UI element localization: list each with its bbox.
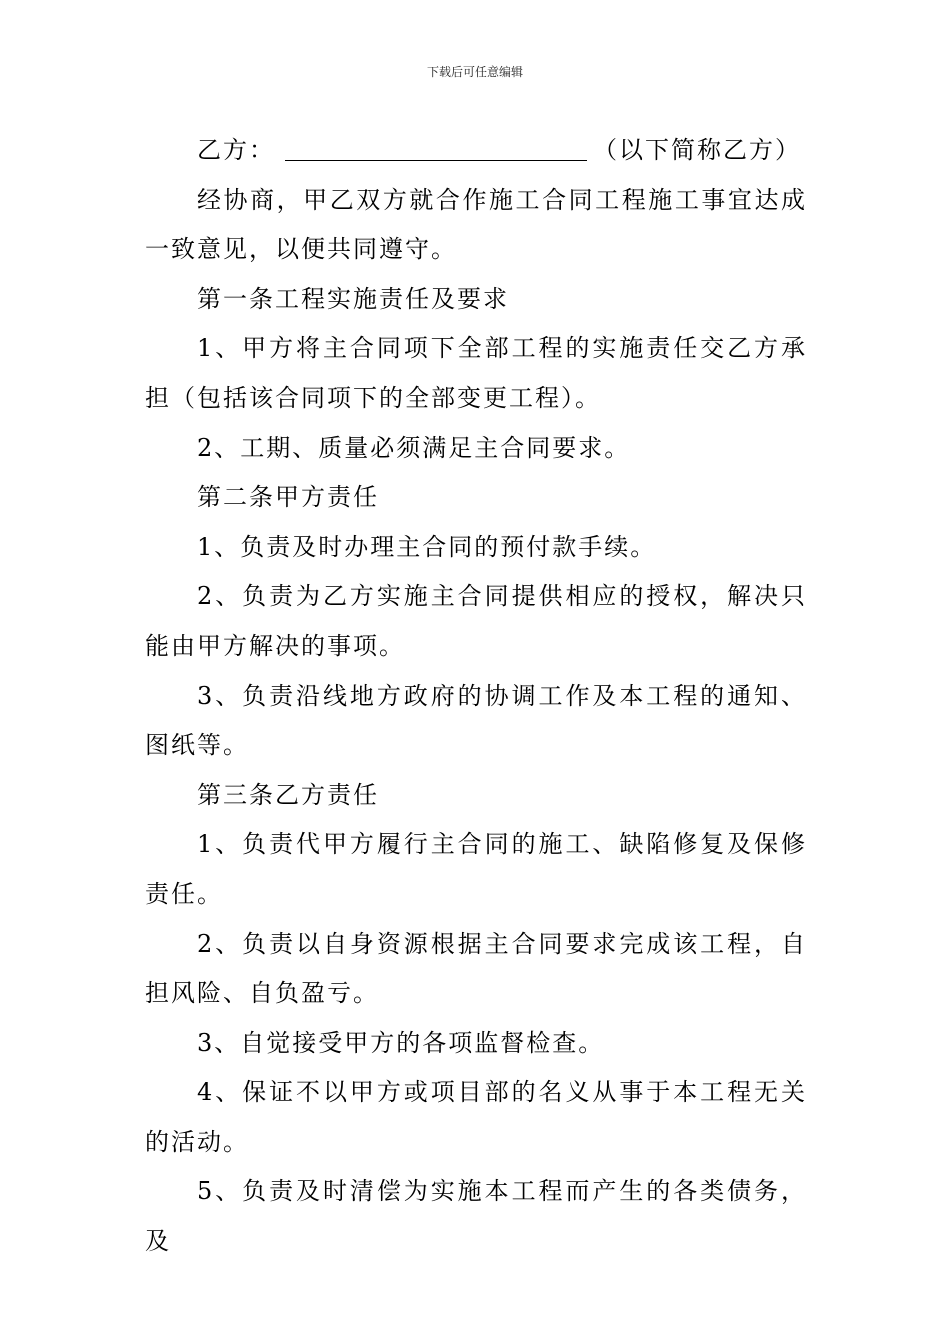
party-b-suffix: （以下简称乙方） [593,136,801,164]
article-1-item-2: 2、工期、质量必须满足主合同要求。 [197,433,631,462]
article-1-item-1: 1、甲方将主合同项下全部工程的实施责任交乙方承担（包括该合同项下的全部变更工程）。 [145,334,807,412]
party-b-blank-field [285,134,587,161]
article-1-heading: 第一条工程实施责任及要求 [197,284,509,313]
article-2-item-1: 1、负责及时办理主合同的预付款手续。 [197,532,657,561]
article-3-heading: 第三条乙方责任 [197,780,379,809]
article-3-item-2: 2、负责以自身资源根据主合同要求完成该工程，自担风险、自负盈亏。 [145,929,807,1008]
contract-body [145,126,807,1267]
article-3-item-3: 3、自觉接受甲方的各项监督检查。 [197,1028,605,1057]
article-2-heading: 第二条甲方责任 [197,483,379,512]
article-2-item-2: 2、负责为乙方实施主合同提供相应的授权，解决只能由甲方解决的事项。 [145,582,807,660]
intro-paragraph: 经协商，甲乙双方就合作施工合同工程施工事宜达成一致意见，以便共同遵守。 [145,185,807,264]
article-2-item-3: 3、负责沿线地方政府的协调工作及本工程的通知、图纸等。 [145,681,807,760]
article-3-item-4: 4、保证不以甲方或项目部的名义从事于本工程无关的活动。 [145,1078,807,1156]
party-b-line [145,126,807,176]
page-header-note: 下载后可任意编辑 [426,65,523,79]
article-3-item-5: 5、负责及时清偿为实施本工程而产生的各类债务，及 [145,1177,807,1256]
party-b-label: 乙方： [197,136,275,164]
article-3-item-1: 1、负责代甲方履行主合同的施工、缺陷修复及保修责任。 [145,830,807,908]
